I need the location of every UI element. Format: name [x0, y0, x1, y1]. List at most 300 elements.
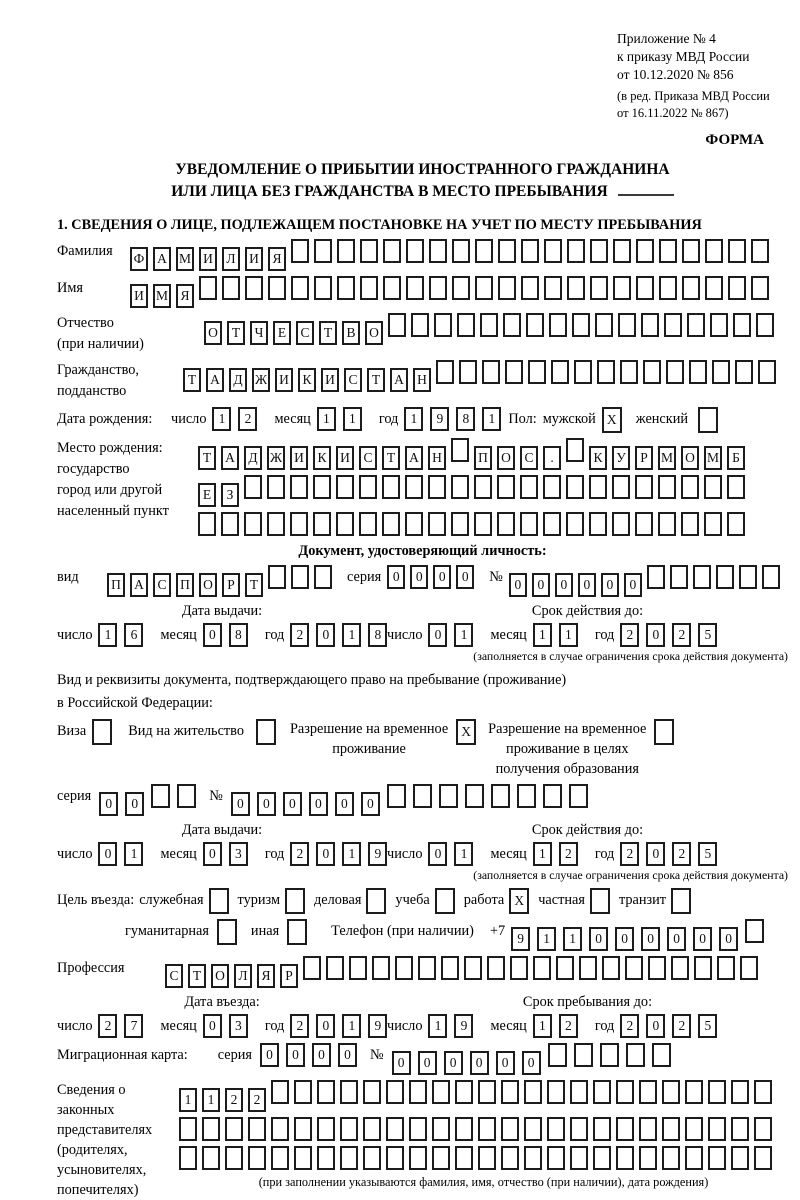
- char-box: [294, 1117, 312, 1141]
- char-box: [566, 438, 584, 462]
- char-box: [287, 919, 307, 945]
- month-label: месяц: [160, 1018, 197, 1034]
- char-box: 0: [444, 1051, 463, 1075]
- char-box: [290, 475, 308, 499]
- migration-series-boxes: [260, 1043, 364, 1067]
- char-box: Ф: [130, 247, 148, 271]
- series-label: серия: [57, 788, 92, 804]
- char-box: 0: [532, 573, 550, 597]
- year-label: год: [594, 627, 615, 643]
- char-box: [451, 475, 469, 499]
- purpose-humanitarian-label: гуманитарная: [125, 923, 209, 939]
- section1-heading: 1. СВЕДЕНИЯ О ЛИЦЕ, ПОДЛЕЖАЩЕМ ПОСТАНОВКЕ НА УЧЕТ ПО МЕСТУ ПРЕБЫВАНИЯ: [57, 217, 702, 233]
- month-label: месяц: [490, 846, 527, 862]
- char-box: [349, 956, 367, 980]
- char-box: [337, 276, 355, 300]
- char-box: Т: [245, 573, 263, 597]
- issue-date-header: Дата выдачи:: [181, 603, 263, 619]
- char-box: [271, 1146, 289, 1170]
- char-box: 0: [719, 927, 738, 951]
- purpose-row: [57, 888, 788, 914]
- char-box: 0: [316, 623, 335, 647]
- char-box: С: [153, 573, 171, 597]
- char-box: [689, 360, 707, 384]
- char-box: Н: [413, 368, 431, 392]
- valid-until-header: Срок действия до:: [531, 822, 644, 838]
- char-box: [501, 1146, 519, 1170]
- char-box: [452, 276, 470, 300]
- char-box: [314, 239, 332, 263]
- char-box: 9: [430, 407, 449, 431]
- char-box: Д: [244, 446, 262, 470]
- char-box: 0: [615, 927, 634, 951]
- residence-valid-day-boxes: [428, 842, 480, 866]
- char-box: [612, 475, 630, 499]
- char-box: 0: [589, 927, 608, 951]
- char-box: [202, 1117, 220, 1141]
- char-box: [491, 784, 510, 808]
- patronymic-label-line1: Отчество: [57, 315, 114, 331]
- number-label: №: [209, 788, 223, 804]
- representatives-label-line4: (родителях,: [57, 1142, 128, 1158]
- temp-permit-checkbox: [456, 719, 476, 745]
- representatives-boxes: [179, 1080, 788, 1190]
- char-box: [451, 512, 469, 536]
- residence-valid-year-boxes: [620, 842, 724, 866]
- char-box: [685, 1146, 703, 1170]
- birth-place-row: [57, 438, 788, 541]
- temp-permit-edu-line3: получения образования: [495, 761, 639, 777]
- profession-row: [57, 956, 788, 988]
- char-box: 0: [283, 792, 302, 816]
- char-box: [428, 512, 446, 536]
- doc-issue-month-boxes: [203, 623, 255, 647]
- char-box: 0: [392, 1051, 411, 1075]
- series-label: серия: [217, 1047, 252, 1063]
- year-label: год: [594, 1018, 615, 1034]
- char-box: [574, 1043, 593, 1067]
- char-box: 1: [454, 842, 473, 866]
- char-box: Ж: [267, 446, 285, 470]
- day-label: число: [387, 846, 423, 862]
- char-box: [388, 313, 406, 337]
- char-box: [712, 360, 730, 384]
- identity-doc-row: [57, 565, 788, 597]
- char-box: [597, 360, 615, 384]
- char-box: [482, 360, 500, 384]
- temp-permit-label: [290, 719, 448, 759]
- visa-label: Виза: [57, 723, 87, 739]
- form-title-line2-wrap: [57, 181, 788, 203]
- char-box: И: [321, 368, 339, 392]
- char-box: [639, 1080, 657, 1104]
- char-box: [731, 1117, 749, 1141]
- char-box: [340, 1117, 358, 1141]
- representatives-note: (при заполнении указываются фамилия, имя, отчество (при наличии), дата рождения): [258, 1175, 709, 1189]
- char-box: И: [245, 247, 263, 271]
- visa-checkbox: [92, 719, 112, 745]
- char-box: [693, 565, 711, 589]
- char-box: [567, 239, 585, 263]
- day-label: число: [57, 1018, 93, 1034]
- char-box: [451, 438, 469, 462]
- char-box: [314, 565, 332, 589]
- char-box: [405, 512, 423, 536]
- char-box: [593, 1080, 611, 1104]
- char-box: 0: [555, 573, 573, 597]
- char-box: [418, 956, 436, 980]
- char-box: [202, 1146, 220, 1170]
- char-box: [662, 1146, 680, 1170]
- char-box: Я: [176, 284, 194, 308]
- char-box: [533, 956, 551, 980]
- residence-issue-col: [57, 821, 387, 883]
- migration-card-row: [57, 1043, 788, 1075]
- char-box: [217, 919, 237, 945]
- residence-valid-col: [387, 821, 788, 883]
- representatives-label-line1: Сведения о: [57, 1082, 126, 1098]
- char-box: [317, 1117, 335, 1141]
- char-box: 0: [428, 842, 447, 866]
- char-box: [708, 1146, 726, 1170]
- purpose-study-checkbox: [435, 888, 455, 914]
- appendix-line-2: к приказу МВД России: [617, 49, 750, 64]
- char-box: [590, 239, 608, 263]
- form-title: [57, 159, 788, 203]
- char-box: [179, 1146, 197, 1170]
- char-box: [501, 1117, 519, 1141]
- char-box: [475, 239, 493, 263]
- char-box: 8: [456, 407, 475, 431]
- char-box: У: [612, 446, 630, 470]
- char-box: [434, 313, 452, 337]
- purpose-official-checkbox: [209, 888, 229, 914]
- char-box: [727, 475, 745, 499]
- char-box: С: [296, 321, 314, 345]
- char-box: [383, 239, 401, 263]
- entry-stay-dates: [57, 993, 788, 1038]
- char-box: 0: [335, 792, 354, 816]
- char-box: 1: [563, 927, 582, 951]
- char-box: [465, 784, 484, 808]
- char-box: А: [130, 573, 148, 597]
- doc-series-label: серия: [347, 569, 382, 585]
- surname-boxes: [130, 239, 774, 271]
- char-box: [754, 1146, 772, 1170]
- char-box: [405, 475, 423, 499]
- char-box: [616, 1117, 634, 1141]
- entry-year-boxes: [290, 1014, 394, 1038]
- char-box: [570, 1146, 588, 1170]
- form-label: ФОРМА: [705, 132, 764, 148]
- char-box: [658, 475, 676, 499]
- citizenship-boxes: [183, 360, 781, 392]
- char-box: 8: [368, 623, 387, 647]
- char-box: [745, 919, 764, 943]
- char-box: [285, 888, 305, 914]
- char-box: [409, 1117, 427, 1141]
- char-box: [455, 1146, 473, 1170]
- char-box: [616, 1080, 634, 1104]
- char-box: 2: [238, 407, 257, 431]
- char-box: [314, 276, 332, 300]
- char-box: 0: [428, 623, 447, 647]
- char-box: [409, 1080, 427, 1104]
- char-box: [593, 1117, 611, 1141]
- char-box: 1: [98, 623, 117, 647]
- char-box: [406, 276, 424, 300]
- char-box: [569, 784, 588, 808]
- char-box: [731, 1146, 749, 1170]
- char-box: 2: [672, 1014, 691, 1038]
- phone-boxes: [511, 919, 771, 951]
- char-box: 0: [231, 792, 250, 816]
- year-label: год: [264, 846, 285, 862]
- birth-date-row: [57, 407, 788, 433]
- char-box: [501, 1080, 519, 1104]
- residence-issue-day-boxes: [98, 842, 150, 866]
- char-box: [521, 276, 539, 300]
- profession-label: Профессия: [57, 960, 125, 976]
- char-box: [754, 1117, 772, 1141]
- char-box: 1: [342, 1014, 361, 1038]
- purpose-other-label: иная: [250, 923, 280, 939]
- char-box: [662, 1080, 680, 1104]
- residence-issue-month-boxes: [203, 842, 255, 866]
- gender-label: Пол:: [508, 411, 537, 427]
- doc-valid-col: [387, 602, 788, 664]
- char-box: М: [658, 446, 676, 470]
- char-box: [436, 360, 454, 384]
- char-box: 0: [309, 792, 328, 816]
- purpose-official-label: служебная: [139, 892, 204, 908]
- char-box: [267, 512, 285, 536]
- char-box: [636, 276, 654, 300]
- char-box: [635, 512, 653, 536]
- char-box: 1: [482, 407, 501, 431]
- doc-valid-day-boxes: [428, 623, 480, 647]
- char-box: М: [176, 247, 194, 271]
- char-box: [543, 475, 561, 499]
- char-box: С: [344, 368, 362, 392]
- char-box: 1: [342, 623, 361, 647]
- char-box: [570, 1117, 588, 1141]
- citizenship-label: [57, 360, 183, 402]
- char-box: 1: [202, 1088, 220, 1112]
- char-box: [613, 239, 631, 263]
- char-box: К: [589, 446, 607, 470]
- doc-issue-year-boxes: [290, 623, 394, 647]
- residence-doc-dates: [57, 821, 788, 883]
- char-box: А: [390, 368, 408, 392]
- citizenship-label-line2: подданство: [57, 383, 127, 399]
- char-box: [497, 475, 515, 499]
- char-box: С: [520, 446, 538, 470]
- char-box: [222, 276, 240, 300]
- char-box: О: [211, 964, 229, 988]
- birth-year-boxes: [404, 407, 508, 431]
- char-box: Т: [188, 964, 206, 988]
- patronymic-boxes: [204, 313, 779, 345]
- char-box: [566, 475, 584, 499]
- char-box: [600, 1043, 619, 1067]
- purpose-private-label: частная: [538, 892, 585, 908]
- char-box: [505, 360, 523, 384]
- char-box: [566, 512, 584, 536]
- char-box: .: [543, 446, 561, 470]
- char-box: А: [405, 446, 423, 470]
- stay-until-col: [387, 993, 788, 1038]
- char-box: [635, 475, 653, 499]
- char-box: [363, 1080, 381, 1104]
- char-box: [221, 512, 239, 536]
- char-box: К: [313, 446, 331, 470]
- char-box: 0: [338, 1043, 357, 1067]
- birth-place-label-line1: Место рождения:: [57, 440, 163, 456]
- char-box: 0: [316, 1014, 335, 1038]
- char-box: [659, 239, 677, 263]
- doc-issue-fields: [57, 623, 387, 647]
- doc-issue-day-boxes: [98, 623, 150, 647]
- doc-issue-col: [57, 602, 387, 664]
- char-box: [360, 239, 378, 263]
- char-box: [409, 1146, 427, 1170]
- char-box: [359, 512, 377, 536]
- surname-label: Фамилия: [57, 243, 113, 259]
- char-box: [739, 565, 757, 589]
- given-name-label: Имя: [57, 280, 83, 296]
- char-box: [290, 512, 308, 536]
- char-box: [658, 512, 676, 536]
- residence-doc-types-row: [57, 719, 788, 779]
- char-box: П: [176, 573, 194, 597]
- char-box: [432, 1080, 450, 1104]
- appendix-line-1: Приложение № 4: [617, 31, 716, 46]
- residence-number-boxes: [231, 784, 595, 816]
- char-box: 0: [410, 565, 428, 589]
- char-box: 2: [559, 842, 578, 866]
- year-label: год: [378, 411, 399, 427]
- identity-doc-dates: [57, 602, 788, 664]
- char-box: [708, 1080, 726, 1104]
- char-box: [728, 276, 746, 300]
- doc-series-boxes: [387, 565, 479, 589]
- char-box: [363, 1117, 381, 1141]
- day-label: число: [57, 627, 93, 643]
- validity-note: (заполняется в случае ограничения срока действия документа): [473, 868, 788, 882]
- validity-note: (заполняется в случае ограничения срока действия документа): [473, 649, 788, 663]
- char-box: [475, 276, 493, 300]
- char-box: [336, 475, 354, 499]
- char-box: [510, 956, 528, 980]
- char-box: [457, 313, 475, 337]
- amendment-line-2: от 16.11.2022 № 867): [617, 106, 729, 120]
- representatives-boxes-row2: [179, 1117, 788, 1141]
- char-box: Е: [273, 321, 291, 345]
- citizenship-row: [57, 360, 788, 402]
- char-box: О: [365, 321, 383, 345]
- char-box: [547, 1117, 565, 1141]
- char-box: С: [165, 964, 183, 988]
- residence-issue-fields: [57, 842, 387, 866]
- char-box: [498, 239, 516, 263]
- char-box: [245, 276, 263, 300]
- char-box: [524, 1117, 542, 1141]
- char-box: А: [153, 247, 171, 271]
- doc-number-boxes: [509, 565, 785, 597]
- residence-permit-label: Вид на жительство: [128, 723, 244, 739]
- char-box: 0: [99, 792, 118, 816]
- residence-series-boxes: [99, 784, 203, 816]
- char-box: [681, 475, 699, 499]
- doc-kind-boxes: [107, 565, 337, 597]
- gender-male-label: мужской: [542, 411, 596, 427]
- char-box: [643, 360, 661, 384]
- char-box: А: [221, 446, 239, 470]
- char-box: [432, 1146, 450, 1170]
- char-box: [620, 360, 638, 384]
- char-box: 2: [98, 1014, 117, 1038]
- char-box: [498, 276, 516, 300]
- char-box: [474, 475, 492, 499]
- char-box: 1: [533, 842, 552, 866]
- representatives-row: [57, 1080, 788, 1200]
- char-box: [616, 1146, 634, 1170]
- char-box: [387, 784, 406, 808]
- char-box: 0: [433, 565, 451, 589]
- char-box: И: [290, 446, 308, 470]
- char-box: П: [474, 446, 492, 470]
- char-box: [590, 888, 610, 914]
- birth-place-boxes-row1: [198, 438, 788, 470]
- char-box: 2: [620, 842, 639, 866]
- char-box: [317, 1080, 335, 1104]
- char-box: 0: [601, 573, 619, 597]
- representatives-label-line5: усыновителях,: [57, 1162, 147, 1178]
- char-box: [544, 276, 562, 300]
- char-box: Р: [280, 964, 298, 988]
- char-box: [618, 313, 636, 337]
- residence-doc-intro1: Вид и реквизиты документа, подтверждающего право на пребывание (проживание): [57, 672, 567, 688]
- char-box: 5: [698, 623, 717, 647]
- char-box: 1: [559, 623, 578, 647]
- char-box: 0: [646, 623, 665, 647]
- char-box: [198, 512, 216, 536]
- char-box: 2: [620, 623, 639, 647]
- char-box: [740, 956, 758, 980]
- day-label: число: [171, 411, 207, 427]
- char-box: [225, 1117, 243, 1141]
- char-box: 5: [698, 842, 717, 866]
- char-box: [708, 1117, 726, 1141]
- patronymic-label: [57, 313, 204, 355]
- doc-valid-month-boxes: [533, 623, 585, 647]
- entry-month-boxes: [203, 1014, 255, 1038]
- month-label: месяц: [490, 627, 527, 643]
- char-box: 9: [368, 1014, 387, 1038]
- char-box: 1: [124, 842, 143, 866]
- day-label: число: [387, 627, 423, 643]
- char-box: [464, 956, 482, 980]
- purpose-study-label: учеба: [395, 892, 430, 908]
- char-box: [313, 475, 331, 499]
- char-box: [735, 360, 753, 384]
- char-box: X: [456, 719, 476, 745]
- temp-permit-edu-label: [488, 719, 646, 779]
- char-box: М: [704, 446, 722, 470]
- gender-female-label: женский: [635, 411, 689, 427]
- month-label: месяц: [160, 627, 197, 643]
